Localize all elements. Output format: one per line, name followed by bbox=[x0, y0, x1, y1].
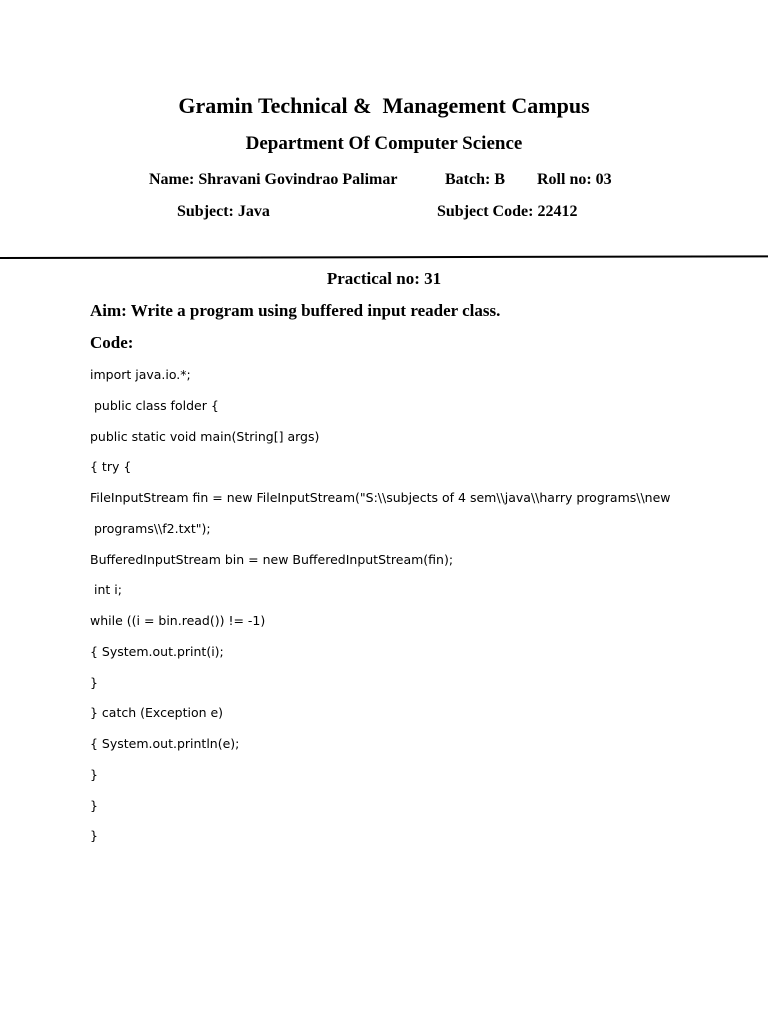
subject-label: Subject: Java bbox=[177, 203, 270, 220]
code-line: { try { bbox=[90, 459, 132, 474]
batch-label: Batch: B bbox=[445, 171, 505, 188]
practical-title: Practical no: 31 bbox=[326, 269, 442, 288]
institution-title: Gramin Technical & Management Campus bbox=[178, 93, 590, 118]
aim-text: Aim: Write a program using buffered input reader class. bbox=[90, 301, 501, 320]
code-line: { System.out.println(e); bbox=[90, 736, 240, 751]
code-line: FileInputStream fin = new FileInputStream("S:\\subjects of 4 sem\\java\\harry programs\\new bbox=[90, 490, 671, 505]
roll-number: Roll no: 03 bbox=[537, 171, 612, 188]
code-line: } bbox=[90, 798, 98, 813]
code-line: import java.io.*; bbox=[90, 367, 191, 382]
code-line: { System.out.print(i); bbox=[90, 644, 224, 659]
code-line: while ((i = bin.read()) != -1) bbox=[90, 613, 266, 628]
code-line: BufferedInputStream bin = new BufferedInputStream(fin); bbox=[90, 552, 454, 567]
code-line: } bbox=[90, 828, 98, 843]
code-line: } bbox=[90, 767, 98, 782]
code-line: } bbox=[90, 675, 98, 690]
student-name: Name: Shravani Govindrao Palimar bbox=[149, 171, 398, 188]
department-title: Department Of Computer Science bbox=[245, 133, 523, 154]
code-line: } catch (Exception e) bbox=[90, 705, 224, 720]
code-line: int i; bbox=[90, 582, 122, 597]
subject-code: Subject Code: 22412 bbox=[437, 203, 578, 220]
code-line: programs\\f2.txt"); bbox=[90, 521, 211, 536]
code-line: public class folder { bbox=[90, 398, 219, 413]
code-line: public static void main(String[] args) bbox=[90, 429, 320, 444]
header-divider bbox=[0, 255, 768, 259]
code-heading: Code: bbox=[90, 333, 134, 352]
